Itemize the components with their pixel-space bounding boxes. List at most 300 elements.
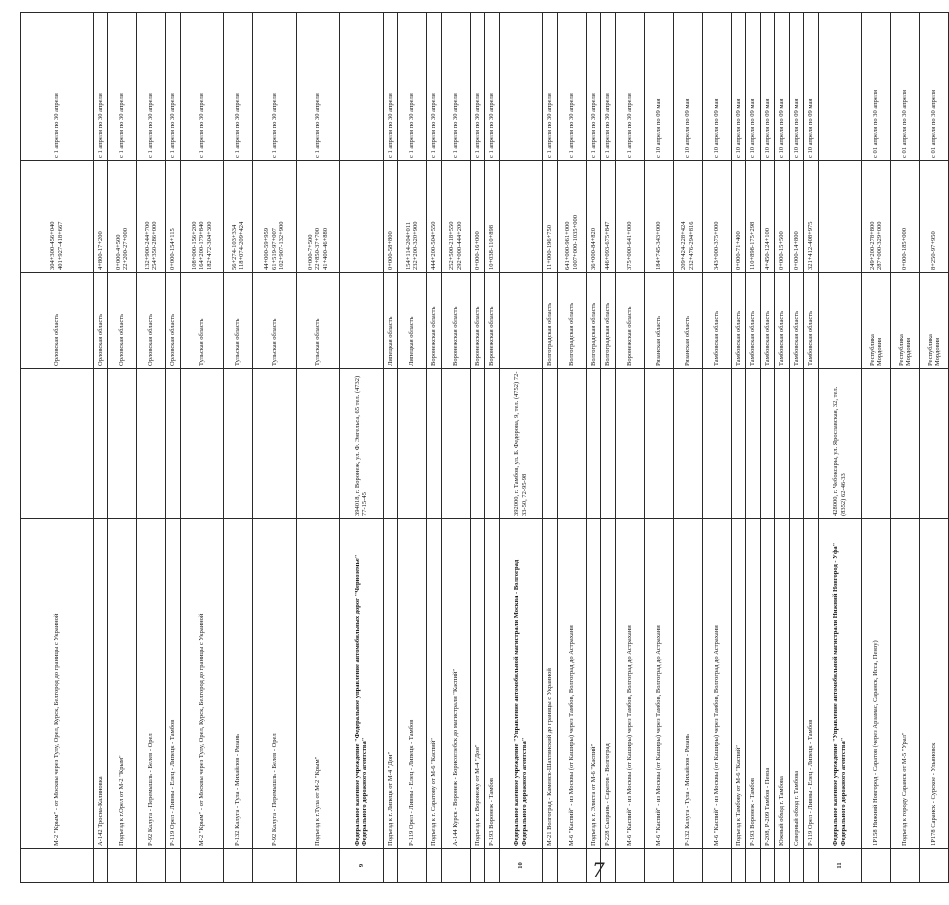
region-line: Воронежская область [488, 306, 495, 366]
kilometer-ranges-line: 0+000-16+000 [473, 231, 481, 270]
kilometer-ranges [644, 161, 673, 273]
row-number [543, 849, 558, 883]
restriction-period [673, 13, 702, 161]
region [543, 273, 558, 369]
region [746, 273, 761, 369]
kilometer-ranges-line: 232+200-320+900 [412, 221, 419, 270]
region-line: Республика [926, 334, 934, 366]
table-row [499, 13, 543, 883]
organization-address: 428000, г. Чебоксары, ул. Ярославская, 32, тел. (8352) 62-46-33 [818, 369, 862, 519]
road-name: Р-193 Воронеж - Тамбов [485, 519, 500, 849]
kilometer-ranges [296, 161, 340, 273]
region-line: Волгоградская область [567, 302, 575, 366]
restriction-period-line: с 10 апреля по 09 мая [654, 98, 662, 158]
region [499, 273, 543, 369]
kilometer-ranges-line: 36+000-84+820 [589, 228, 597, 270]
table-row [601, 13, 616, 883]
region [224, 273, 253, 369]
kilometer-ranges-line: 321+412-408+975 [807, 221, 814, 270]
row-number [427, 849, 442, 883]
restriction-period-line: с 10 апреля по 09 мая [792, 98, 800, 158]
row-number [485, 849, 500, 883]
kilometer-ranges [862, 161, 891, 273]
row-number [21, 849, 94, 883]
row-number [137, 849, 166, 883]
kilometer-ranges-line: 22+850-37+700 [314, 228, 321, 270]
row-number [731, 849, 746, 883]
table-row [557, 13, 586, 883]
row-number [398, 849, 427, 883]
kilometer-ranges [543, 161, 558, 273]
restriction-period-line: с 10 апреля по 09 мая [734, 98, 742, 158]
region [253, 273, 297, 369]
region [108, 273, 137, 369]
table-row [702, 13, 731, 883]
kilometer-ranges-line: 11+000-196+750 [546, 224, 553, 270]
restriction-period [557, 13, 586, 161]
organization-address [427, 369, 442, 519]
kilometer-ranges-line: 8+250-97+950 [930, 231, 938, 270]
restriction-period [746, 13, 761, 161]
kilometer-ranges-line: 0+000-71+400 [734, 231, 742, 270]
kilometer-ranges-line: 232+476-294+816 [687, 221, 695, 270]
row-number [470, 849, 485, 883]
table-row [180, 13, 224, 883]
kilometer-ranges-line: 0+000-15+500 [778, 231, 785, 270]
region [383, 273, 398, 369]
kilometer-ranges [760, 161, 775, 273]
restriction-period [818, 13, 862, 161]
row-number [862, 849, 891, 883]
table-row [340, 13, 384, 883]
region-line: Орловская область [169, 313, 176, 366]
row-number [557, 849, 586, 883]
restriction-period-line: с 10 апреля по 09 мая [712, 98, 720, 158]
restriction-period-line: с 1 апреля по 30 апреля [96, 93, 104, 158]
road-name: Р-119 Орел - Ливны - Елец - Липецк - Тамбов [804, 519, 819, 849]
restriction-period-line: с 1 апреля по 30 апреля [567, 93, 575, 158]
kilometer-ranges [383, 161, 398, 273]
kilometer-ranges-line: 254+350-286+000 [151, 221, 158, 270]
road-name: Федеральное казенное учреждение "Федеральное управление автомобильных дорог "Черноземье" Федерального дорожного агентства" [340, 519, 384, 849]
organization-address [253, 369, 297, 519]
kilometer-ranges [340, 161, 384, 273]
region [891, 273, 920, 369]
row-number [789, 849, 804, 883]
table-row [543, 13, 558, 883]
region-line: Тамбовская область [712, 310, 720, 366]
restriction-period-line: с 10 апреля по 09 мая [683, 98, 691, 158]
region [818, 273, 862, 369]
restriction-period [891, 13, 920, 161]
region [485, 273, 500, 369]
kilometer-ranges-line: 0+000-154+115 [169, 228, 176, 270]
row-number [673, 849, 702, 883]
kilometer-ranges [601, 161, 616, 273]
restriction-period-line: с 1 апреля по 30 апреля [386, 93, 394, 158]
kilometer-ranges [499, 161, 543, 273]
region [180, 273, 224, 369]
restriction-period-line: с 1 апреля по 30 апреля [270, 93, 278, 158]
row-number [253, 849, 297, 883]
restriction-period [804, 13, 819, 161]
road-name: Федеральное казенное учреждение "Управление автомобильной магистрали Москва - Волгоград Федерального дорожного агентства" [499, 519, 543, 849]
kilometer-ranges-line: 108+000-156+200 [190, 221, 198, 270]
organization-address: 392000, г. Тамбов, ул. Б. Федорова, 9, тел. (4752) 72-33-50, 72-95-98 [499, 369, 543, 519]
restriction-period-line: с 1 апреля по 30 апреля [234, 93, 242, 158]
table-row [775, 13, 790, 883]
region-line: Волгоградская область [546, 302, 553, 366]
kilometer-ranges [485, 161, 500, 273]
kilometer-ranges [789, 161, 804, 273]
kilometer-ranges [673, 161, 702, 273]
restriction-period [485, 13, 500, 161]
table-row [470, 13, 485, 883]
region [775, 273, 790, 369]
region [760, 273, 775, 369]
organization-address [615, 369, 644, 519]
road-name: Р-119 Орел - Ливны - Елец - Липецк - Тамбов [166, 519, 181, 849]
organization-address [731, 369, 746, 519]
restriction-period-line: с 1 апреля по 30 апреля [625, 93, 633, 158]
road-name: 1Р158 Нижний Новгород - Саратов (через Арзамас, Саранск, Исса, Пензу) [862, 519, 891, 849]
region-line: Орловская область [118, 313, 126, 366]
restriction-period-line: с 1 апреля по 30 апреля [589, 93, 597, 158]
restriction-period [470, 13, 485, 161]
road-name: Р-132 Калуга - Тула - Михайлов - Рязань [224, 519, 253, 849]
road-name: М-6 "Каспий" - из Москвы (от Каширы) через Тамбов, Волгоград до Астрахани [644, 519, 673, 849]
road-name: Р-92 Калуга - Перемышль - Белев - Орел [253, 519, 297, 849]
restriction-period-line: с 01 апреля по 30 апреля [901, 89, 909, 158]
region [920, 273, 949, 369]
kilometer-ranges [818, 161, 862, 273]
restriction-period [760, 13, 775, 161]
restriction-period [180, 13, 224, 161]
road-name: Р-228 Сызрань - Саратов - Волгоград [601, 519, 616, 849]
region [601, 273, 616, 369]
region-line: Воронежская область [625, 306, 633, 366]
organization-address [673, 369, 702, 519]
road-name: Р-193 Воронеж - Тамбов [746, 519, 761, 849]
organization-address [224, 369, 253, 519]
table-row [485, 13, 500, 883]
restriction-period-line: с 1 апреля по 30 апреля [53, 93, 60, 158]
organization-address [180, 369, 224, 519]
region-line: Тульская область [198, 318, 205, 366]
row-number [166, 849, 181, 883]
organization-address [862, 369, 891, 519]
region [731, 273, 746, 369]
kilometer-ranges-line: 292+000-444+200 [455, 221, 463, 270]
table-row [862, 13, 891, 883]
page-number: 7 [592, 858, 605, 882]
organization-address [891, 369, 920, 519]
row-number [775, 849, 790, 883]
kilometer-ranges-line: 154+114-204+011 [404, 221, 412, 270]
road-name: Р-132 Калуга - Тула - Михайлов - Рязань [673, 519, 702, 849]
kilometer-ranges-line: 401+927-418+667 [56, 221, 64, 270]
kilometer-ranges [804, 161, 819, 273]
table-row [383, 13, 398, 883]
restriction-period-line: с 10 апреля по 09 мая [763, 98, 771, 158]
restriction-period-line: с 1 апреля по 30 апреля [473, 93, 481, 158]
region [702, 273, 731, 369]
kilometer-ranges-line: 132+900-244+700 [143, 221, 151, 270]
table-row [746, 13, 761, 883]
region [673, 273, 702, 369]
table-row [644, 13, 673, 883]
region [557, 273, 586, 369]
organization-address [760, 369, 775, 519]
road-name: М-2 "Крым" - от Москвы через Тулу, Орел, Курск, Белгород до границы с Украиной [21, 519, 94, 849]
kilometer-ranges [180, 161, 224, 273]
row-number [296, 849, 340, 883]
organization-address [137, 369, 166, 519]
region-line: Волгоградская область [589, 302, 597, 366]
organization-address [920, 369, 949, 519]
rotated-content [20, 13, 941, 883]
region-line: Воронежская область [473, 306, 481, 366]
road-name: Р-119 Орел - Ливны - Елец - Липецк - Тамбов [398, 519, 427, 849]
region-line: Воронежская область [430, 306, 437, 366]
kilometer-ranges-line: 252+500-218+550 [448, 221, 455, 270]
road-name: 1Р178 Саранск - Сурское - Ульяновск [920, 519, 949, 849]
kilometer-ranges [557, 161, 586, 273]
kilometer-ranges [253, 161, 297, 273]
table-row [398, 13, 427, 883]
table-row [789, 13, 804, 883]
kilometer-ranges-line: 4+800-17+200 [96, 231, 104, 270]
kilometer-ranges [398, 161, 427, 273]
kilometer-ranges-line: 184+745-343+000 [654, 221, 662, 270]
kilometer-ranges-line: 287+000-329+000 [876, 221, 883, 270]
kilometer-ranges-line: 444+200-504+550 [430, 221, 437, 270]
restriction-period [644, 13, 673, 161]
row-number [180, 849, 224, 883]
row-number [224, 849, 253, 883]
region-line: Мордовия [876, 337, 883, 366]
row-number [441, 849, 470, 883]
restriction-period-line: с 1 апреля по 30 апреля [198, 93, 205, 158]
kilometer-ranges-line: 1007+000-1035+000 [571, 215, 579, 270]
region [93, 273, 108, 369]
kilometer-ranges-line: 22+200-27+000 [122, 228, 129, 270]
restriction-period [93, 13, 108, 161]
kilometer-ranges [93, 161, 108, 273]
restriction-period [398, 13, 427, 161]
organization-address [644, 369, 673, 519]
region [441, 273, 470, 369]
restriction-period [543, 13, 558, 161]
restriction-period-line: с 1 апреля по 30 апреля [408, 93, 416, 158]
table-row [441, 13, 470, 883]
kilometer-ranges-line: 56+274-103+334 [230, 224, 238, 270]
organization-address [804, 369, 819, 519]
restriction-period-line: с 1 апреля по 30 апреля [546, 93, 553, 158]
kilometer-ranges [441, 161, 470, 273]
road-name: Северный обход г. Тамбова [789, 519, 804, 849]
road-name: Подъезд к г.Орел от М-2 "Крым" [108, 519, 137, 849]
organization-address [775, 369, 790, 519]
organization-address [398, 369, 427, 519]
kilometer-ranges-line: 343+000-375+000 [712, 221, 720, 270]
organization-address [21, 369, 94, 519]
road-name: А-144 Курск - Воронеж - Борисоглебск до магистрали "Каспий" [441, 519, 470, 849]
row-number [760, 849, 775, 883]
table-row [137, 13, 166, 883]
region [21, 273, 94, 369]
kilometer-ranges-line: 10+038-110+898 [488, 224, 495, 270]
restriction-period-line: с 10 апреля по 09 мая [749, 98, 756, 158]
kilometer-ranges [775, 161, 790, 273]
row-number: 9 [340, 849, 384, 883]
restriction-period-line: с 1 апреля по 30 апреля [488, 93, 495, 158]
restriction-period-line: с 1 апреля по 30 апреля [169, 93, 176, 158]
road-restrictions-table [20, 12, 949, 883]
region-line: Липецкая область [386, 316, 394, 366]
table-body [21, 13, 949, 883]
kilometer-ranges-line: 0+000-7+500 [306, 234, 314, 270]
region-line: Волгоградская область [604, 302, 611, 366]
restriction-period-line: с 1 апреля по 30 апреля [118, 93, 126, 158]
kilometer-ranges [702, 161, 731, 273]
region-line: Мордовия [934, 337, 941, 366]
row-number [93, 849, 108, 883]
region-line: Мордовия [905, 337, 912, 366]
organization-address [108, 369, 137, 519]
region [862, 273, 891, 369]
restriction-period [296, 13, 340, 161]
region-line: Республика [868, 334, 876, 366]
restriction-period [615, 13, 644, 161]
table-row [920, 13, 949, 883]
organization-address [470, 369, 485, 519]
restriction-period [586, 13, 601, 161]
row-number: 10 [499, 849, 543, 883]
road-name: А-142 Тросна-Калиновка [93, 519, 108, 849]
road-name: Р-92 Калуга - Перемышль - Белев - Орел [137, 519, 166, 849]
organization-address [441, 369, 470, 519]
row-number [108, 849, 137, 883]
region-line: Тамбовская область [792, 310, 800, 366]
restriction-period-line: с 1 апреля по 30 апреля [147, 93, 155, 158]
region-line: Тамбовская область [778, 310, 785, 366]
restriction-period [383, 13, 398, 161]
region [644, 273, 673, 369]
region-line: Липецкая область [408, 316, 416, 366]
restriction-period [775, 13, 790, 161]
kilometer-ranges [108, 161, 137, 273]
row-number [891, 849, 920, 883]
road-name: Южный обход г. Тамбова [775, 519, 790, 849]
road-name: М-6 "Каспий" - из Москвы (от Каширы) через Тамбов, Волгоград до Астрахани [615, 519, 644, 849]
region [137, 273, 166, 369]
region-line: Тульская область [270, 318, 278, 366]
table-row [586, 13, 601, 883]
organization-address [702, 369, 731, 519]
table-row [818, 13, 862, 883]
restriction-period [789, 13, 804, 161]
region [615, 273, 644, 369]
region-line: Тамбовская область [734, 310, 742, 366]
region [470, 273, 485, 369]
row-number: 11 [818, 849, 862, 883]
row-number [383, 849, 398, 883]
table-row [804, 13, 819, 883]
restriction-period [427, 13, 442, 161]
kilometer-ranges-line: 102+907-132+900 [278, 221, 285, 270]
restriction-period [224, 13, 253, 161]
table-row [166, 13, 181, 883]
table-row [891, 13, 920, 883]
restriction-period-line: с 1 апреля по 30 апреля [451, 93, 459, 158]
row-number [702, 849, 731, 883]
restriction-period [21, 13, 94, 161]
table-row [21, 13, 94, 883]
region [166, 273, 181, 369]
table-row [731, 13, 746, 883]
restriction-period [731, 13, 746, 161]
kilometer-ranges-line: 304+300-456+040 [49, 221, 57, 270]
organization-address [601, 369, 616, 519]
row-number [644, 849, 673, 883]
road-name: Подъезд к г.Тула от М-2 "Крым" [296, 519, 340, 849]
organization-address [586, 369, 601, 519]
organization-address [557, 369, 586, 519]
table-row [296, 13, 340, 883]
road-name: Федеральное казенное учреждение "Управление автомобильной магистрали Нижний Новгород - Уфа" Федерального дорожного агентства" [818, 519, 862, 849]
kilometer-ranges [427, 161, 442, 273]
region-line: Рязанская область [683, 316, 691, 366]
region [586, 273, 601, 369]
kilometer-ranges [615, 161, 644, 273]
road-name: М-6 "Каспий" - из Москвы (от Каширы) через Тамбов, Волгоград до Астрахани [702, 519, 731, 849]
row-number [804, 849, 819, 883]
organization-address [746, 369, 761, 519]
region-line: Рязанская область [654, 316, 662, 366]
region-line: Воронежская область [451, 306, 459, 366]
restriction-period [340, 13, 384, 161]
region [296, 273, 340, 369]
region-line: Тульская область [314, 318, 321, 366]
kilometer-ranges-line: 0+000-58+800 [386, 231, 394, 270]
kilometer-ranges-line: 375+000-641+000 [625, 221, 633, 270]
organization-address [296, 369, 340, 519]
kilometer-ranges [586, 161, 601, 273]
organization-address [789, 369, 804, 519]
table-row [108, 13, 137, 883]
kilometer-ranges-line: 44+000-59+959 [263, 228, 270, 270]
kilometer-ranges [920, 161, 949, 273]
restriction-period-line: с 10 апреля по 09 мая [778, 98, 785, 158]
kilometer-ranges [470, 161, 485, 273]
road-name: Подъезд к г. Воронежу от М-4 "Дон" [470, 519, 485, 849]
restriction-period-line: с 10 апреля по 09 мая [807, 98, 814, 158]
kilometer-ranges-line: 641+000-961+000 [564, 221, 571, 270]
region [427, 273, 442, 369]
table-row [224, 13, 253, 883]
restriction-period [166, 13, 181, 161]
kilometer-ranges-line: 118+074-209+424 [238, 221, 245, 270]
organization-address: 394018, г. Воронеж, ул. Ф. Энгельса, 65 тел. (4732) 77-15-45 [340, 369, 384, 519]
organization-address [93, 369, 108, 519]
road-name: Р-208, Р-209 Тамбов - Пенза [760, 519, 775, 849]
kilometer-ranges [746, 161, 761, 273]
table-row [253, 13, 297, 883]
kilometer-ranges [21, 161, 94, 273]
organization-address [166, 369, 181, 519]
region [804, 273, 819, 369]
